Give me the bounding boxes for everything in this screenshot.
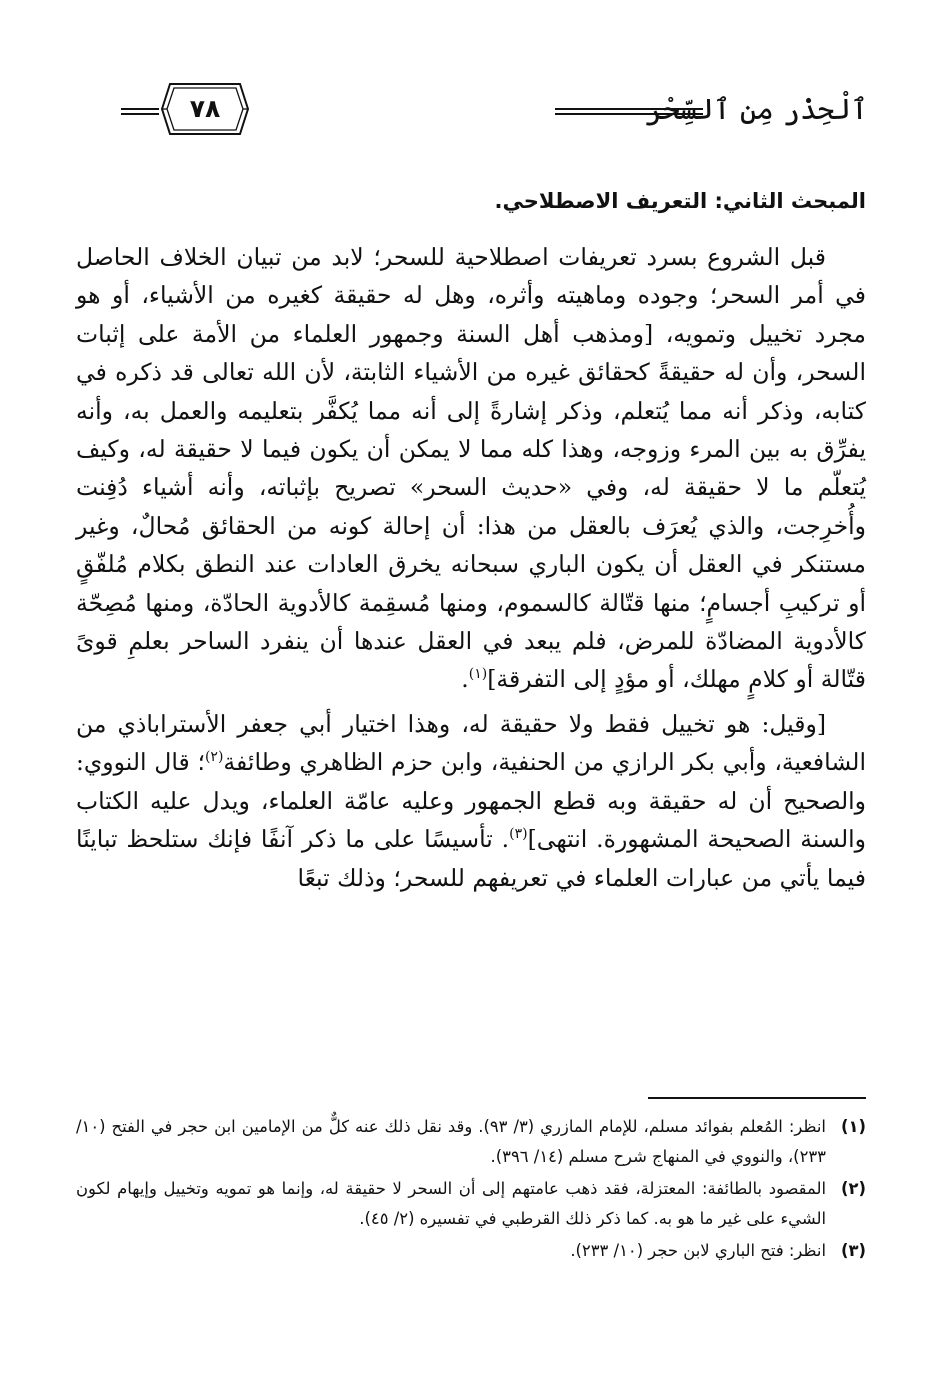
footnote-separator bbox=[648, 1097, 866, 1099]
page-header bbox=[88, 78, 868, 138]
paragraph-2-text-c: . تأسيسًا على ما ذكر آنفًا فإنك ستلحظ تباينًا فيما يأتي من عبارات العلماء في تعريفهم للسحر؛ وذلك تبعًا bbox=[76, 825, 866, 892]
footnote-text: المقصود بالطائفة: المعتزلة، فقد ذهب عامتهم إلى أن السحر لا حقيقة له، وإنما هو تمويه وتخييل وإيهام لكون الشيء على غير ما هو به. كما ذكر ذلك القرطبي في تفسيره (٢/ ٤٥). bbox=[76, 1179, 826, 1228]
section-heading: المبحث الثاني: التعريف الاصطلاحي. bbox=[494, 189, 866, 213]
page-number: ٧٨ bbox=[189, 94, 221, 123]
footnote-text: انظر: المُعلم بفوائد مسلم، للإمام المازري (٣/ ٩٣). وقد نقل ذلك عنه كلٌّ من الإمامين ابن حجر في الفتح (١٠/ ٢٣٣)، والنووي في المنهاج شرح مسلم (١٤/ ٣٩٦). bbox=[76, 1117, 826, 1166]
paragraph-1-text: قبل الشروع بسرد تعريفات اصطلاحية للسحر؛ لابد من تبيان الخلاف الحاصل في أمر السحر؛ وجوده وماهيته وأثره، وهل له حقيقة كغيره من الأشياء، أو هو مجرد تخييل وتمويه، [ومذهب أهل السنة وجمهور العلماء من الأمة على إثبات السحر، وأن له حقيقةً كحقائق غيره من الأشياء الثابتة، لأن الله تعالى قد ذكره في كتابه، وذكر أنه مما يُتعلم، وذكر إشارةً إلى أنه مما يُكفَّر بتعليمه والعمل به، وأنه يفرِّق به بين المرء وزوجه، وهذا كله مما لا يمكن أن يكون فيما لا حقيقة له، وكيف يُتعلّم ما لا حقيقة له، وفي «حديث السحر» تصريح بإثباته، وأنه أشياء دُفِنت وأُخرِجت، والذي يُعرَف بالعقل من هذا: أن إحالة كونه من الحقائق مُحالٌ، وغير مستنكر في العقل أن يكون الباري سبحانه يخرق العادات عند النطق بكلام مُلفّقٍ أو تركيبِ أجسامٍ؛ منها قتّالة كالسموم، ومنها مُسقِمة كالأدوية الحادّة، ومنها مُصِحّة كالأدوية المضادّة للمرض، فلم يبعد في العقل عندها أن ينفرد الساحر بعلمِ قوىً قتّالة أو كلامٍ مهلك، أو مؤدٍ إلى التفرقة] bbox=[76, 243, 866, 694]
paragraph-2 bbox=[76, 705, 866, 897]
page-number-frame bbox=[160, 80, 250, 138]
paragraph-2-text-a: [وقيل: هو تخييل فقط ولا حقيقة له، وهذا اختيار أبي جعفر الأستراباذي من الشافعية، وأبي بكر الرازي من الحنفية، وابن حزم الظاهري وطائفة bbox=[76, 709, 866, 777]
footnote-ref-1[interactable]: (١) bbox=[468, 666, 488, 683]
footnotes bbox=[76, 1112, 866, 1268]
running-title: ٱلْحِذْر مِن ٱلسِّحْر bbox=[645, 92, 868, 126]
footnote-ref-2[interactable]: (٢) bbox=[204, 749, 224, 766]
footnote-number: (١) bbox=[840, 1117, 866, 1136]
paragraph-1-end: . bbox=[461, 665, 469, 694]
footnote-3 bbox=[76, 1236, 866, 1266]
footnote-1 bbox=[76, 1112, 866, 1172]
footnote-2 bbox=[76, 1174, 866, 1234]
paragraph-1 bbox=[76, 238, 866, 699]
footnote-number: (٢) bbox=[840, 1179, 866, 1198]
footnote-text: انظر: فتح الباري لابن حجر (١٠/ ٢٣٣). bbox=[570, 1241, 826, 1260]
footnote-ref-3[interactable]: (٣) bbox=[509, 826, 528, 843]
header-double-rule-left bbox=[121, 108, 159, 115]
header-double-rule-right bbox=[555, 108, 703, 115]
main-text bbox=[76, 238, 866, 897]
footnote-number: (٣) bbox=[840, 1241, 866, 1260]
paragraph-2-text-b: ؛ قال النووي: والصحيح أن له حقيقة وبه قطع الجمهور وعليه عامّة العلماء، ويدل عليه الكتاب والسنة الصحيحة المشهورة. انتهى] bbox=[76, 748, 866, 854]
